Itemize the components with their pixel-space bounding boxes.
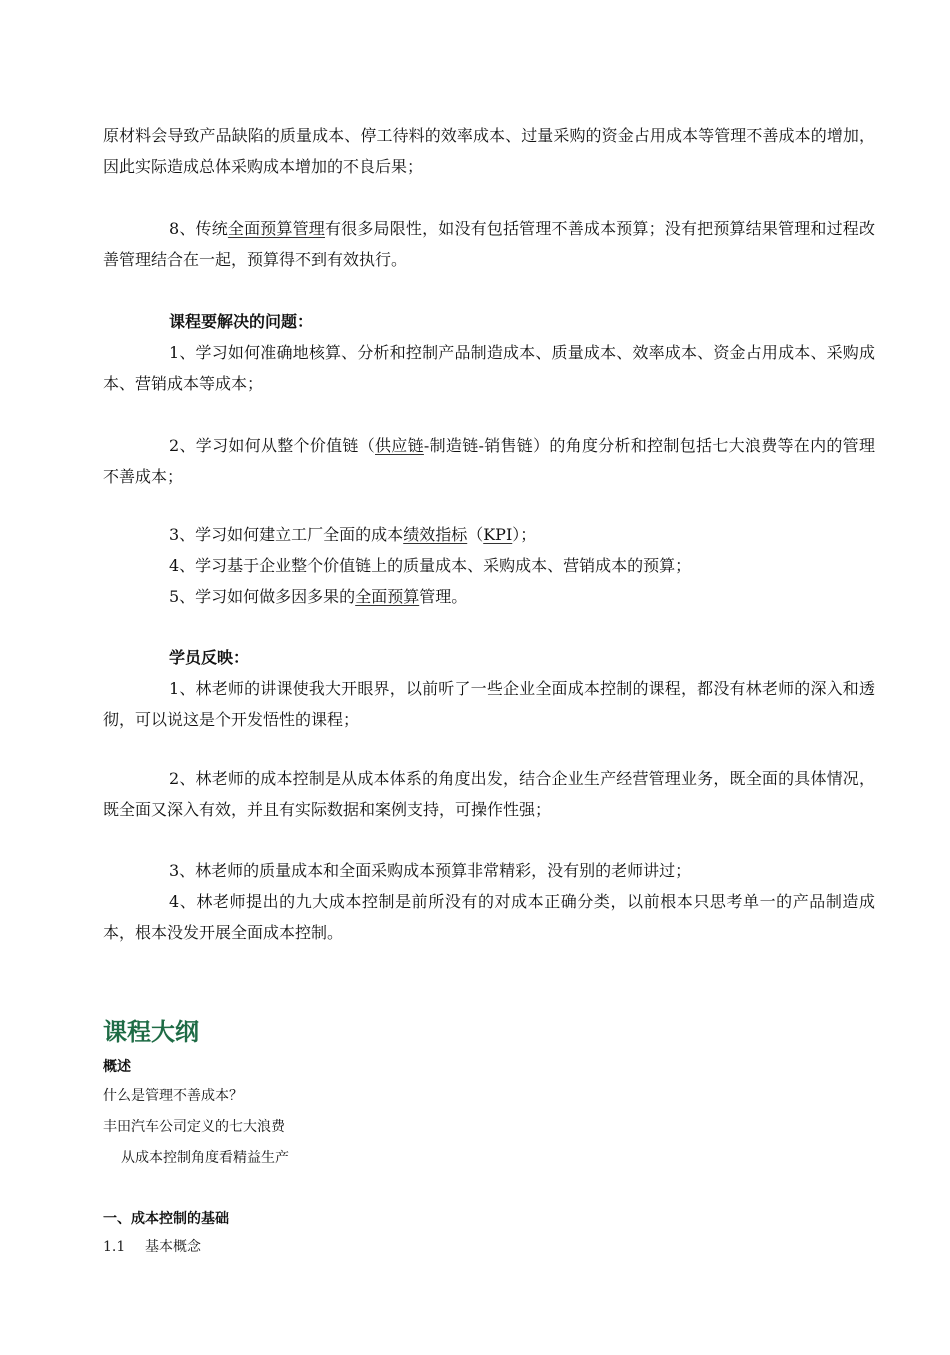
problem-5-text-b: 管理。 [419,587,468,606]
outline-overview [103,1053,875,1174]
problems-section-3 [103,519,875,612]
problem-5-text-a: 5、学习如何做多因多果的 [169,587,356,606]
intro-section-2 [103,213,875,275]
outline-section-1 [103,1205,875,1261]
total-budget-link[interactable]: 全面预算 [355,587,420,606]
item-text: 基本概念 [145,1239,201,1255]
problems-section [103,306,875,399]
overview-heading: 概述 [103,1059,131,1075]
feedback-item-2: 2、林老师的成本控制是从成本体系的角度出发，结合企业生产经营管理业务，既全面的具体情况，既全面又深入有效，并且有实际数据和案例支持，可操作性强； [103,769,875,819]
problem-item-4: 4、学习基于企业整个价值链上的质量成本、采购成本、营销成本的预算； [169,556,692,575]
feedback-item-4: 4、林老师提出的九大成本控制是前所没有的对成本正确分类，以前根本只思考单一的产品制造成本，根本没发开展全面成本控制。 [103,892,875,942]
problem-2-text-a: 2、学习如何从整个价值链（ [169,436,376,455]
problem-2-text-b: -制造链-销售链）的角度分析和控制包括七大浪费等在内的管理不善成本； [103,436,875,486]
intro-paragraph-2 [103,213,875,275]
feedback-item-1: 1、林老师的讲课使我大开眼界，以前听了一些企业全面成本控制的课程，都没有林老师的深入和透彻，可以说这是个开发悟性的课程； [103,679,875,729]
outline-item-1: 什么是管理不善成本？ [103,1088,243,1104]
supply-chain-link[interactable]: 供应链 [375,436,424,455]
intro-p2-text-b: 有很多局限性，如没有包括管理不善成本预算；没有把预算结果管理和过程改善管理结合在一起，预算得不到有效执行。 [103,219,875,269]
problem-item-2 [103,430,875,492]
budget-management-link[interactable]: 全面预算管理 [227,219,325,238]
problem-3-text-b: ）； [512,525,537,544]
outline-item-3: 从成本控制角度看精益生产 [121,1150,289,1166]
intro-section [103,120,875,182]
problem-3-text-a: 3、学习如何建立工厂全面的成本 [169,525,404,544]
section-1-title: 一、成本控制的基础 [103,1211,229,1227]
problems-heading: 课程要解决的问题： [169,312,314,331]
kpi-indicator-link[interactable]: 绩效指标 [403,525,468,544]
problem-item-3 [103,519,875,550]
intro-p2-text-a: 8、传统 [169,219,228,238]
feedback-section-3 [103,855,875,948]
item-number: 1.1 [103,1239,126,1255]
outline-item-2: 丰田汽车公司定义的七大浪费 [103,1119,285,1135]
problem-item-1: 1、学习如何准确地核算、分析和控制产品制造成本、质量成本、效率成本、资金占用成本、采购成本、营销成本等成本； [103,343,875,393]
feedback-section [103,642,875,735]
problems-section-2 [103,430,875,492]
problem-item-5 [103,581,875,612]
kpi-link[interactable]: KPI [483,525,513,544]
feedback-section-2 [103,763,875,825]
problem-3-text-mid: （ [467,525,484,544]
outline-title: 课程大纲 [103,1018,199,1046]
section-1-item-1 [103,1233,875,1261]
feedback-heading: 学员反映： [169,648,250,667]
feedback-item-3: 3、林老师的质量成本和全面采购成本预算非常精彩，没有别的老师讲过； [169,861,692,880]
intro-paragraph-1: 原材料会导致产品缺陷的质量成本、停工待料的效率成本、过量采购的资金占用成本等管理不善成本的增加，因此实际造成总体采购成本增加的不良后果； [103,126,875,176]
